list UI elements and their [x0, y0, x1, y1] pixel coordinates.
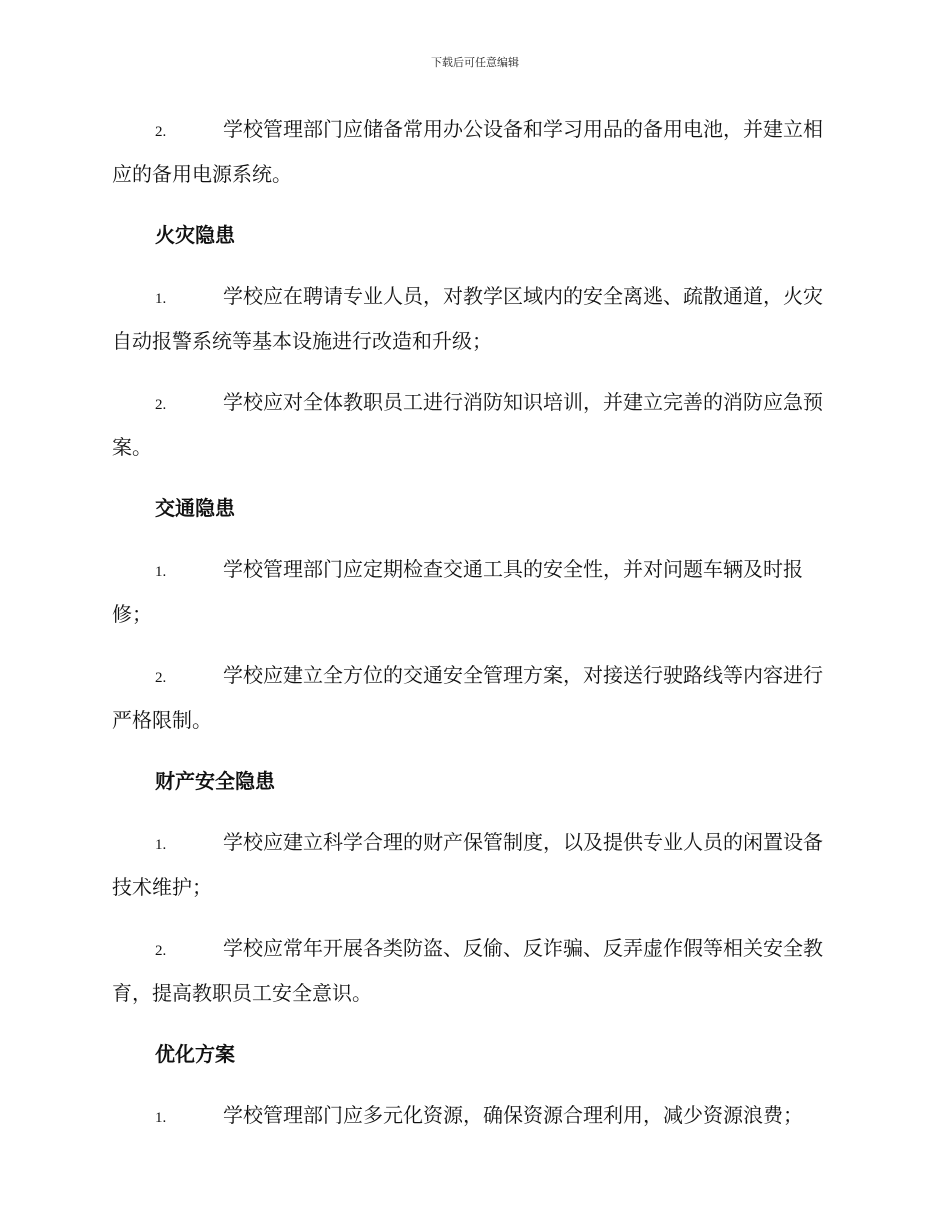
list-number: 2.	[155, 943, 167, 959]
list-number: 1.	[155, 837, 167, 853]
list-number: 1.	[155, 564, 167, 580]
section-heading: 优化方案	[155, 1042, 235, 1066]
list-item	[112, 654, 834, 741]
document-body	[112, 108, 834, 1158]
section-heading: 交通隐患	[155, 496, 235, 520]
list-number: 2.	[155, 124, 167, 140]
list-item	[112, 1094, 834, 1139]
list-item-text: 学校应常年开展各类防盗、反偷、反诈骗、反弄虚作假等相关安全教育，提高教职员工安全意识。	[112, 936, 823, 1005]
section-heading: 财产安全隐患	[155, 769, 275, 793]
list-item	[112, 927, 834, 1014]
list-item	[112, 275, 834, 362]
list-item	[112, 821, 834, 908]
list-item-text: 学校管理部门应定期检查交通工具的安全性，并对问题车辆及时报修；	[112, 557, 803, 626]
list-number: 1.	[155, 1110, 167, 1126]
list-item	[112, 548, 834, 635]
list-number: 2.	[155, 397, 167, 413]
list-item-text: 学校应建立全方位的交通安全管理方案，对接送行驶路线等内容进行严格限制。	[112, 663, 823, 732]
section-heading: 火灾隐患	[155, 223, 235, 247]
list-number: 2.	[155, 670, 167, 686]
list-item-text: 学校应在聘请专业人员，对教学区域内的安全离逃、疏散通道，火灾自动报警系统等基本设施进行改造和升级；	[112, 284, 823, 353]
list-item-text: 学校管理部门应储备常用办公设备和学习用品的备用电池，并建立相应的备用电源系统。	[112, 117, 823, 186]
list-item-text: 学校管理部门应多元化资源，确保资源合理利用，减少资源浪费；	[223, 1103, 803, 1127]
list-item-text: 学校应建立科学合理的财产保管制度，以及提供专业人员的闲置设备技术维护；	[112, 830, 823, 899]
list-item	[112, 108, 834, 195]
list-number: 1.	[155, 291, 167, 307]
page-header: 下载后可任意编辑	[431, 56, 519, 69]
list-item	[112, 381, 834, 468]
list-item-text: 学校应对全体教职员工进行消防知识培训，并建立完善的消防应急预案。	[112, 390, 823, 459]
